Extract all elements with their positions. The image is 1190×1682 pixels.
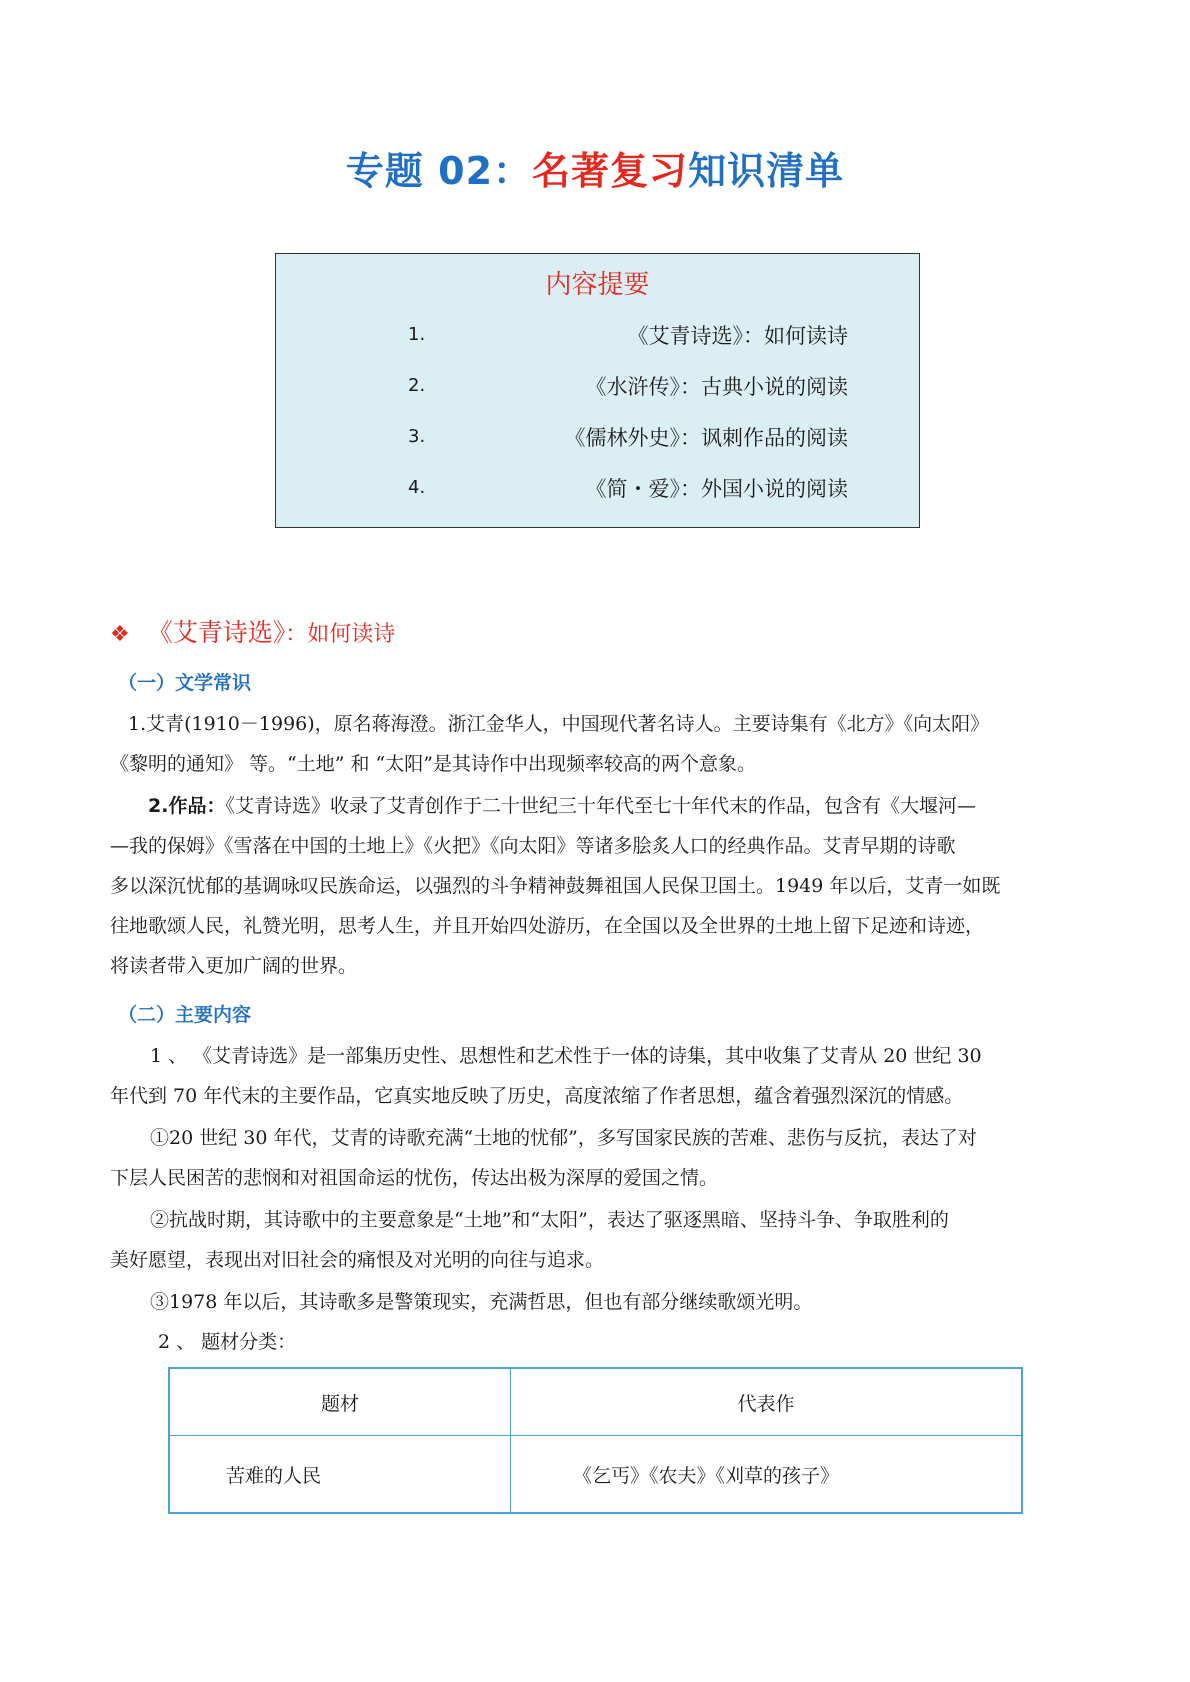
summary-item-text: 《儒林外史》：讽刺作品的阅读	[564, 426, 848, 450]
paragraph-post-1978	[150, 1282, 812, 1322]
table-header-topic: 题材	[169, 1368, 511, 1436]
summary-item-text: 《水浒传》：古典小说的阅读	[585, 375, 848, 399]
paragraph-1930s	[110, 1118, 977, 1198]
table-header-row	[169, 1368, 1022, 1436]
section-book-title: 《艾青诗选》	[147, 618, 286, 647]
paragraph-wartime	[110, 1200, 949, 1280]
summary-item-text: 《艾青诗选》：如何读诗	[627, 324, 848, 348]
summary-item	[408, 371, 848, 405]
table-row	[169, 1436, 1022, 1514]
summary-item	[408, 422, 848, 456]
text-line: 2 、 题材分类：	[158, 1331, 297, 1353]
subheading-main-content: （二）主要内容	[118, 1004, 252, 1026]
text-line: 多以深沉忧郁的基调咏叹民族命运，以强烈的斗争精神鼓舞祖国人民保卫国土。1949 年以后，艾青一如既	[110, 875, 1001, 897]
text-line: 年代到 70 年代末的主要作品，它真实地反映了历史，高度浓缩了作者思想，蕴含着强烈深沉的情感。	[110, 1085, 964, 1107]
text-line: 1.艾青(1910－1996)，原名蒋海澄。浙江金华人，中国现代著名诗人。主要诗集有《北方》《向太阳》	[128, 713, 990, 735]
text-line: 下层人民困苦的悲悯和对祖国命运的忧伤，传达出极为深厚的爱国之情。	[110, 1167, 719, 1189]
topic-table	[168, 1367, 1023, 1514]
text-line: ③1978 年以后，其诗歌多是警策现实，充满哲思，但也有部分继续歌颂光明。	[150, 1291, 813, 1313]
page-title	[0, 140, 1190, 195]
text-line: 往地歌颂人民，礼赞光明，思考人生，并且开始四处游历，在全国以及全世界的土地上留下足迹和诗迹，	[110, 915, 985, 937]
text-line: ②抗战时期，其诗歌中的主要意象是“土地”和“太阳”，表达了驱逐黑暗、坚持斗争、争取胜利的	[150, 1209, 949, 1231]
text-line: 将读者带入更加广阔的世界。	[110, 955, 358, 977]
subheading-literary-knowledge: （一）文学常识	[118, 672, 252, 694]
table-cell-topic: 苦难的人民	[169, 1436, 511, 1514]
text-line: 《艾青诗选》收录了艾青创作于二十世纪三十年代至七十年代末的作品，包含有《大堰河—	[225, 795, 976, 817]
title-suffix: 知识清单	[688, 149, 845, 193]
works-label: 2.作品：	[148, 795, 226, 817]
summary-item-number: 3.	[408, 426, 426, 447]
text-line: 美好愿望，表现出对旧社会的痛恨及对光明的向往与追求。	[110, 1249, 605, 1271]
summary-item-number: 1.	[408, 324, 426, 345]
table-header-representative-works: 代表作	[511, 1368, 1023, 1436]
summary-item	[408, 320, 848, 354]
summary-heading: 内容提要	[545, 270, 650, 300]
section-subtitle: ：如何读诗	[285, 622, 396, 647]
paragraph-topic-classification	[158, 1322, 296, 1362]
diamond-bullet-icon: ❖	[110, 622, 130, 647]
text-line: 1 、 《艾青诗选》是一部集历史性、思想性和艺术性于一体的诗集，其中收集了艾青从 20 世纪 30	[150, 1045, 982, 1067]
summary-item-text: 《简・爱》：外国小说的阅读	[585, 477, 848, 501]
content-summary-box	[275, 253, 920, 528]
summary-item	[408, 473, 848, 507]
title-prefix: 专题 02：	[345, 149, 533, 193]
text-line: 《黎明的通知》 等。“土地” 和 “太阳”是其诗作中出现频率较高的两个意象。	[110, 753, 756, 775]
summary-item-number: 2.	[408, 375, 426, 396]
paragraph-works	[110, 786, 1000, 986]
paragraph-author-intro	[110, 704, 990, 784]
paragraph-main-content	[110, 1036, 982, 1116]
table-cell-works: 《乞丐》《农夫》《刈草的孩子》	[511, 1436, 1023, 1514]
title-highlight: 名著复习	[532, 149, 689, 193]
summary-item-number: 4.	[408, 477, 426, 498]
text-line: —我的保姆》《雪落在中国的土地上》《火把》《向太阳》等诸多脍炙人口的经典作品。艾青早期的诗歌	[110, 835, 956, 857]
text-line: ①20 世纪 30 年代，艾青的诗歌充满“土地的忧郁”，多写国家民族的苦难、悲伤与反抗，表达了对	[150, 1127, 977, 1149]
section-heading	[110, 613, 395, 649]
